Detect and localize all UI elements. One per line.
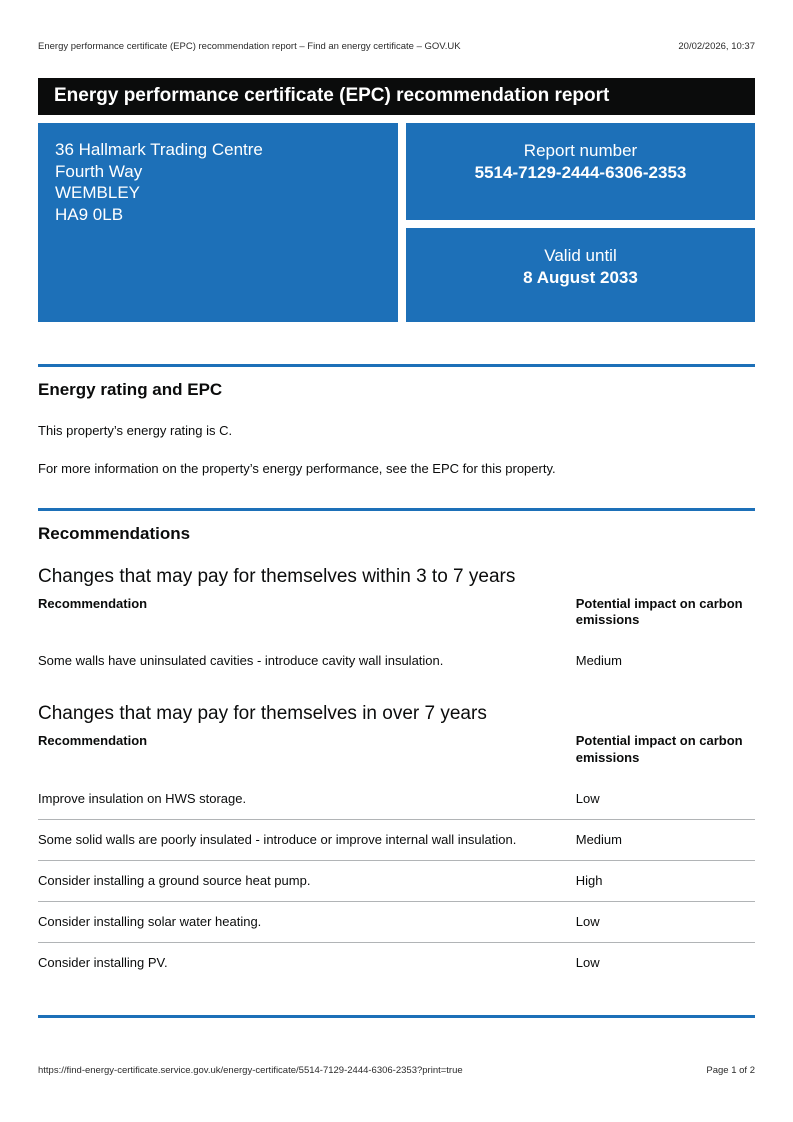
recommendations-table	[38, 590, 755, 682]
table-row	[38, 819, 755, 860]
column-header-impact: Potential impact on carbon emissions	[575, 733, 743, 765]
print-footer	[38, 1065, 755, 1076]
valid-until-value: 8 August 2033	[523, 268, 638, 288]
table-row	[38, 779, 755, 820]
column-header-recommendation: Recommendation	[38, 733, 148, 749]
recommendation-cell: Consider installing PV.	[38, 942, 576, 983]
print-header-datetime: 20/02/2026, 10:37	[678, 41, 755, 52]
print-header-title: Energy performance certificate (EPC) recommendation report – Find an energy certificate – GOV.UK	[38, 41, 461, 52]
group-title-over-7-years: Changes that may pay for themselves in over 7 years	[38, 703, 487, 725]
table-row	[38, 641, 755, 681]
print-footer-page-number: Page 1 of 2	[706, 1065, 755, 1076]
recommendations-table	[38, 727, 755, 983]
print-footer-url: https://find-energy-certificate.service.gov.uk/energy-certificate/5514-7129-2444-6306-2353?print=true	[38, 1065, 463, 1076]
table-header-row	[38, 727, 755, 779]
valid-until-label: Valid until	[544, 245, 617, 265]
recommendation-cell: Improve insulation on HWS storage.	[38, 790, 247, 806]
valid-until-box	[406, 228, 755, 322]
energy-rating-heading: Energy rating and EPC	[38, 379, 223, 399]
table-header-row	[38, 590, 755, 642]
address-line: HA9 0LB	[55, 205, 124, 225]
summary-boxes	[38, 123, 755, 322]
impact-cell: Low	[576, 901, 755, 942]
column-header-recommendation: Recommendation	[38, 595, 148, 611]
energy-rating-paragraph: For more information on the property’s energy performance, see the EPC for this property.	[38, 460, 556, 476]
energy-rating-paragraph: This property’s energy rating is C.	[38, 422, 233, 438]
section-divider	[38, 508, 755, 511]
table-row	[38, 942, 755, 983]
recommendations-heading: Recommendations	[38, 523, 191, 543]
impact-cell: High	[576, 860, 755, 901]
report-number-value: 5514-7129-2444-6306-2353	[474, 163, 687, 183]
section-divider	[38, 364, 755, 367]
recommendation-cell: Consider installing solar water heating.	[38, 901, 576, 942]
recommendation-cell: Some solid walls are poorly insulated - introduce or improve internal wall insulation.	[38, 819, 576, 860]
section-divider	[38, 1015, 755, 1018]
recommendation-cell: Consider installing a ground source heat pump.	[38, 860, 576, 901]
group-title-3-to-7-years: Changes that may pay for themselves within 3 to 7 years	[38, 565, 516, 587]
table-row	[38, 901, 755, 942]
impact-cell: Low	[575, 790, 600, 806]
recommendation-cell: Some walls have uninsulated cavities - introduce cavity wall insulation.	[38, 653, 444, 669]
address-line: Fourth Way	[55, 161, 143, 181]
impact-cell: Medium	[576, 819, 755, 860]
property-address-box	[38, 123, 398, 322]
print-header	[38, 0, 755, 52]
impact-cell: Low	[576, 942, 755, 983]
report-title-banner	[38, 78, 755, 115]
report-number-label: Report number	[523, 140, 638, 160]
summary-right-column	[406, 123, 755, 322]
address-line: 36 Hallmark Trading Centre	[55, 139, 263, 159]
column-header-impact: Potential impact on carbon emissions	[575, 595, 743, 628]
table-row	[38, 860, 755, 901]
report-title: Energy performance certificate (EPC) recommendation report	[54, 85, 610, 106]
report-number-box	[406, 123, 755, 220]
address-line: WEMBLEY	[55, 183, 141, 203]
impact-cell: Medium	[575, 653, 622, 669]
